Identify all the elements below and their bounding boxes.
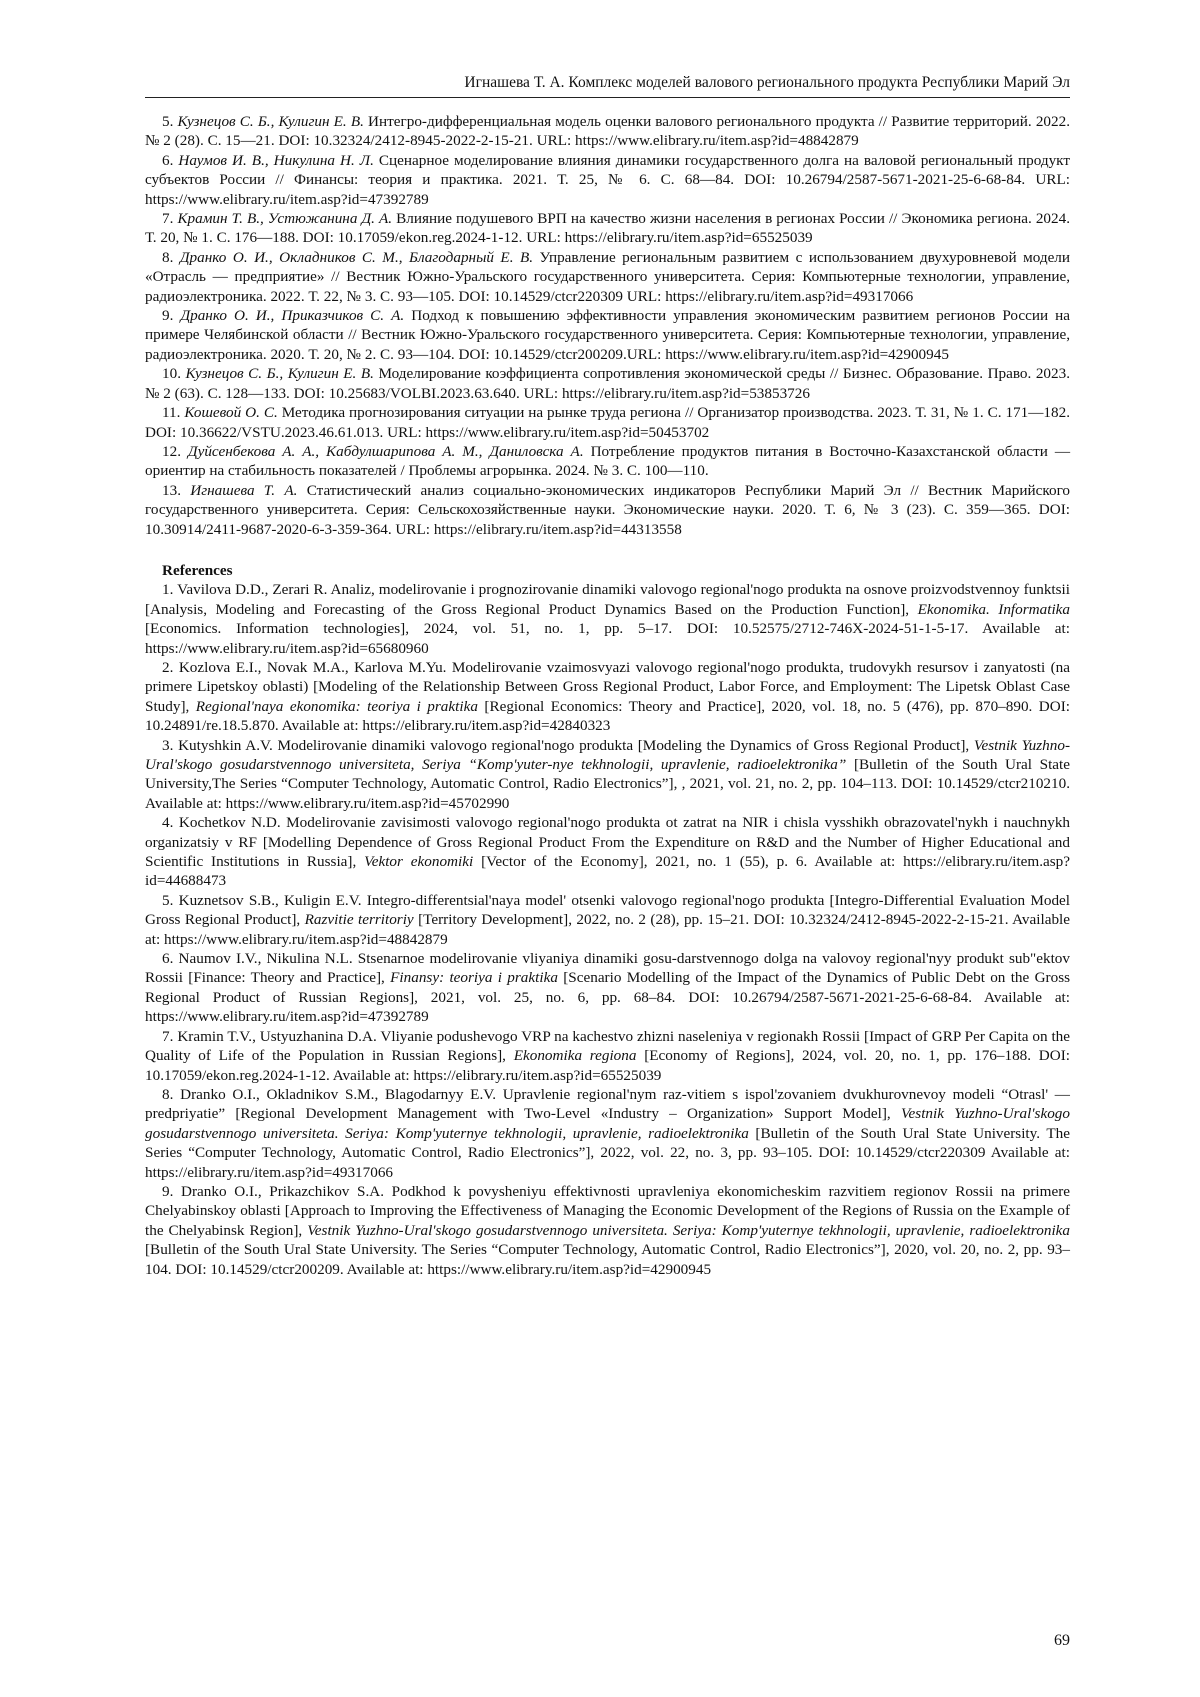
reference-item: 9. Дранко О. И., Приказчиков С. А. Подход к повышению эффективности управления экономическим развитием регионов России на примере Челябинской области // Вестник Южно-Уральского государственного университета. Серия: Компьютерные технологии, управление, радиоэлектроника. 2020. Т. 20, № 2. С. 93—104. DOI: 10.14529/ctcr200209.URL: https://www.elibrary.ru/item.asp?id=42900945 (145, 307, 1071, 363)
reference-item: 13. Игнашева Т. А. Статистический анализ социально-экономических индикаторов Республики Марий Эл // Вестник Марийского государственного университета. Серия: Сельскохозяйственные науки. Экономические науки. 2020. Т. 6, № 3 (23). С. 359—365. DOI: 10.30914/2411-9687-2020-6-3-359-364. URL: https://elibrary.ru/item.asp?id=44313558 (145, 481, 1071, 538)
reference-item: 1. Vavilova D.D., Zerari R. Analiz, modelirovanie i prognozirovanie dinamiki valovogo regional'nogo produkta na osnove proizvodstvennoy funktsii [Analysis, Modeling and Forecasting of the Gross Regional Product Dynamics Based on the Production Function], Ekonomika. Informatika [Economics. Information technologies], 2024, vol. 51, no. 1, pp. 5–17. DOI: 10.52575/2712-746X-2024-51-1-5-17. Available at: https://www.elibrary.ru/item.asp?id=65680960 (145, 581, 1070, 657)
en-reference-list (145, 580, 1070, 1279)
reference-item: 2. Kozlova E.I., Novak M.A., Karlova M.Yu. Modelirovanie vzaimosvyazi valovogo regional'nogo produkta, trudovykh resursov i zanyatosti (na primere Lipetskoy oblasti) [Modeling of the Relationship Between Gross Regional Product, Labor Force, and Employment: The Lipetsk Oblast Case Study], Regional'naya ekonomika: teoriya i praktika [Regional Economics: Theory and Practice], 2020, vol. 18, no. 5 (476), pp. 870–890. DOI: 10.24891/re.18.5.870. Available at: https://elibrary.ru/item.asp?id=42840323 (145, 658, 1071, 735)
reference-item: 11. Кошевой О. С. Методика прогнозирования ситуации на рынке труда региона // Организатор производства. 2023. Т. 31, № 1. С. 171—182. DOI: 10.36622/VSTU.2023.46.61.013. URL: https://www.elibrary.ru/item.asp?id=50453702 (145, 404, 1071, 441)
reference-item: 5. Kuznetsov S.B., Kuligin E.V. Integro-differentsial'naya model' otsenki valovogo regional'nogo produkta [Integro-Differential Evaluation Model Gross Regional Product], Razvitie territoriy [Territory Development], 2022, no. 2 (28), pp. 15–21. DOI: 10.32324/2412-8945-2022-2-15-21. Available at: https://www.elibrary.ru/item.asp?id=48842879 (145, 891, 1071, 948)
reference-item: 8. Dranko O.I., Okladnikov S.M., Blagodarnyy E.V. Upravlenie regional'nym raz-vitiem s ispol'zovaniem dvukhurovnevoy modeli “Otrasl' — predpriyatie” [Regional Development Management with Two-Level «Industry – Organization» Support Model], Vestnik Yuzhno-Ural'skogo gosudarstvennogo universiteta. Seriya: Komp'yuternye tekhnologii, upravlenie, radioelektronika [Bulletin of the South Ural State University. The Series “Computer Technology, Automatic Control, Radio Electronics”], 2022, vol. 22, no. 3, pp. 93–105. DOI: 10.14529/ctcr220309 Available at: https://elibrary.ru/item.asp?id=49317066 (145, 1085, 1071, 1181)
reference-item: 6. Наумов И. В., Никулина Н. Л. Сценарное моделирование влияния динамики государственного долга на валовой региональный продукт субъектов России // Финансы: теория и практика. 2021. Т. 25, № 6. С. 68—84. DOI: 10.26794/2587-5671-2021-25-6-68-84. URL: https://www.elibrary.ru/item.asp?id=47392789 (145, 151, 1070, 208)
reference-item: 7. Крамин Т. В., Устюжанина Д. А. Влияние подушевого ВРП на качество жизни населения в регионах России // Экономика региона. 2024. Т. 20, № 1. С. 176—188. DOI: 10.17059/ekon.reg.2024-1-12. URL: https://elibrary.ru/item.asp?id=65525039 (145, 210, 1071, 247)
ru-reference-list (145, 112, 1070, 539)
references-heading: References (162, 561, 233, 579)
reference-item: 7. Kramin T.V., Ustyuzhanina D.A. Vliyanie podushevogo VRP na kachestvo zhizni naseleniya v regionakh Rossii [Impact of GRP Per Capita on the Quality of Life of the Population in Russian Regions], Ekonomika regiona [Economy of Regions], 2024, vol. 20, no. 1, pp. 176–188. DOI: 10.17059/ekon.reg.2024-1-12. Available at: https://elibrary.ru/item.asp?id=65525039 (145, 1027, 1071, 1084)
page-number: 69 (1054, 1632, 1070, 1649)
reference-item: 9. Dranko O.I., Prikazchikov S.A. Podkhod k povysheniyu effektivnosti upravleniya ekonomicheskim razvitiem regionov Rossii na primere Chelyabinskoy oblasti [Approach to Improving the Effectiveness of Managing the Economic Development of the Regions of Russia on the Example of the Chelyabinsk Region], Vestnik Yuzhno-Ural'skogo gosudarstvennogo universiteta. Seriya: Komp'yuternye tekhnologii, upravlenie, radioelektronika [Bulletin of the South Ural State University. The Series “Computer Technology, Automatic Control, Radio Electronics”], 2020, vol. 20, no. 2, pp. 93–104. DOI: 10.14529/ctcr200209. Available at: https://www.elibrary.ru/item.asp?id=42900945 (145, 1182, 1071, 1278)
reference-item: 4. Kochetkov N.D. Modelirovanie zavisimosti valovogo regional'nogo produkta ot zatrat na NIR i chisla vysshikh obrazovatel'nykh i nauchnykh organizatsiy v RF [Modelling Dependence of Gross Regional Product From the Expenditure on R&D and the Number of Higher Educational and Scientific Institutions in Russia], Vektor ekonomiki [Vector of the Economy], 2021, no. 1 (55), p. 6. Available at: https://elibrary.ru/item.asp?id=44688473 (145, 814, 1071, 890)
page-content (145, 112, 1070, 1279)
reference-item: 6. Naumov I.V., Nikulina N.L. Stsenarnoe modelirovanie vliyaniya dinamiki gosu-darstvennogo dolga na valovoy regional'nyy produkt sub"ektov Rossii [Finance: Theory and Practice], Finansy: teoriya i praktika [Scenario Modelling of the Impact of the Dynamics of Public Debt on the Gross Regional Product of Russian Regions], 2021, vol. 25, no. 6, pp. 68–84. DOI: 10.26794/2587-5671-2021-25-6-68-84. Available at: https://www.elibrary.ru/item.asp?id=47392789 (145, 950, 1071, 1026)
reference-item: 3. Kutyshkin A.V. Modelirovanie dinamiki valovogo regional'nogo produkta [Modeling the Dynamics of Gross Regional Product], Vestnik Yuzhno-Ural'skogo gosudarstvennogo universiteta, Seriya “Komp'yuter-nye tekhnologii, upravlenie, radioelektronika” [Bulletin of the South Ural State University,The Series “Computer Technology, Automatic Control, Radio Electronics”], , 2021, vol. 21, no. 2, pp. 104–113. DOI: 10.14529/ctcr210210. Available at: https://www.elibrary.ru/item.asp?id=45702990 (145, 736, 1071, 812)
reference-item: 8. Дранко О. И., Окладников С. М., Благодарный Е. В. Управление региональным развитием с использованием двухуровневой модели «Отрасль — предприятие» // Вестник Южно-Уральского государственного университета. Серия: Компьютерные технологии, управление, радиоэлектроника. 2022. Т. 22, № 3. С. 93—105. DOI: 10.14529/ctcr220309 URL: https://elibrary.ru/item.asp?id=49317066 (145, 248, 1071, 305)
reference-item: 5. Кузнецов С. Б., Кулигин Е. В. Интегро-дифференциальная модель оценки валового регионального продукта // Развитие территорий. 2022. № 2 (28). С. 15—21. DOI: 10.32324/2412-8945-2022-2-15-21. URL: https://www.elibrary.ru/item.asp?id=48842879 (145, 113, 1071, 150)
reference-item: 10. Кузнецов С. Б., Кулигин Е. В. Моделирование коэффициента сопротивления экономической среды // Бизнес. Образование. Право. 2023. № 2 (63). С. 128—133. DOI: 10.25683/VOLBI.2023.63.640. URL: https://elibrary.ru/item.asp?id=53853726 (145, 365, 1071, 402)
header-rule (145, 97, 1070, 98)
running-header: Игнашева Т. А. Комплекс моделей валового регионального продукта Республики Марий Эл (464, 74, 1070, 91)
reference-item: 12. Дуйсенбекова А. А., Кабдулшарипова А. М., Даниловска А. Потребление продуктов питания в Восточно-Казахстанской области — ориентир на стабильность показателей / Проблемы агрорынка. 2024. № 3. С. 100—110. (145, 442, 1071, 480)
